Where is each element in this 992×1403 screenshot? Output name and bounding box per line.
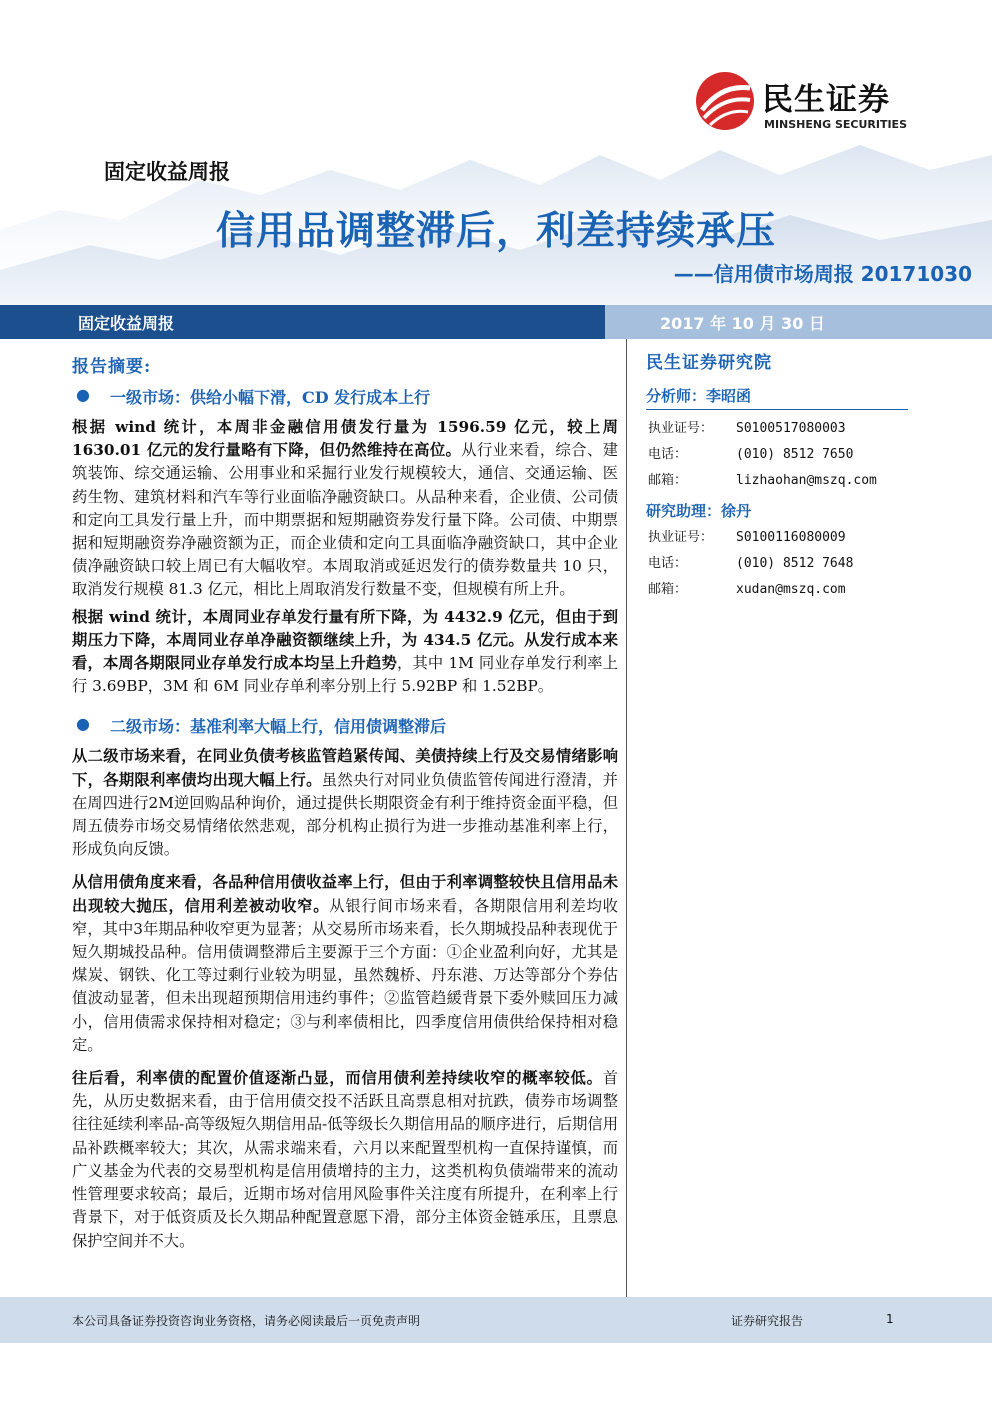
summary-title: 报告摘要: [72, 357, 152, 377]
footer-doc-type: 证券研究报告 [731, 1314, 804, 1328]
institute-name: 民生证券研究院 [646, 353, 772, 373]
section-heading-text: 一级市场：供给小幅下滑，CD 发行成本上行 [110, 388, 431, 407]
report-date: 2017 年 10 月 30 日 [660, 314, 825, 333]
logo-emblem-icon [694, 70, 756, 132]
info-key: 邮箱： [648, 473, 688, 488]
analyst-license-row [646, 416, 908, 442]
paragraph [72, 871, 618, 1057]
info-key: 电话： [648, 556, 688, 571]
header-band [0, 305, 992, 339]
analyst-heading: 分析师：李昭函 [646, 385, 908, 410]
info-key: 邮箱： [648, 582, 688, 597]
paragraph-bold: 根据 wind 统计，本周同业存单发行量有所下降，为 4432.9 亿元，但由于到期压力下降，本周同业存单净融资额继续上升，为 434.5 亿元。从发行成本来看，本周各期限同业存单发行成本均呈上升趋势 [72, 607, 618, 673]
bullet-icon: ● [76, 385, 90, 404]
assistant-email-row [646, 577, 908, 603]
page-number: 1 [886, 1312, 894, 1326]
info-key: 执业证号： [648, 421, 714, 436]
author-sidebar [646, 348, 908, 603]
paragraph [72, 1067, 618, 1253]
info-value: (010) 8512 7650 [736, 447, 854, 462]
paragraph-bold: 从信用债角度来看，各品种信用债收益率上行，但由于利率调整较快且信用品未出现较大抛压，信用利差被动收窄。 [72, 873, 618, 915]
analyst-email-link[interactable]: lizhaohan@mszq.com [736, 473, 877, 488]
analyst-phone-row [646, 442, 908, 468]
paragraph-text: 从行业来看，综合、建筑装饰、综交通运输、公用事业和采掘行业发行规模较大，通信、交通运输、医药生物、建筑材料和汽车等行业面临净融资缺口。从品种来看，企业债、公司债和定向工具发行量上升，而中期票据和短期融资券发行量下降。公司债、中期票据和短期融资券净融资额为正，而企业债和定向工具面临净融资缺口，其中企业债净融资缺口较上周已有大幅收窄。本周取消或延迟发行的债券数量共 10 只，取消发行规模 81.3 亿元，相比上周取消发行数量不变，但规模有所上升。 [72, 441, 618, 599]
page-subtitle: ——信用债市场周报 20171030 [673, 262, 972, 286]
footer-disclaimer: 本公司具备证券投资咨询业务资格，请务必阅读最后一页免责声明 [72, 1314, 421, 1328]
paragraph [72, 606, 618, 699]
logo-name-en: MINSHENG SECURITIES [764, 118, 907, 131]
section-heading-text: 二级市场：基准利率大幅上行，信用债调整滞后 [110, 717, 447, 737]
page-footer [0, 1297, 992, 1343]
paragraph [72, 745, 618, 861]
assistant-email-link[interactable]: xudan@mszq.com [736, 582, 846, 597]
paragraph-bold: 根据 wind 统计，本周非金融信用债发行量为 1596.59 亿元，较上周 1630.01 亿元的发行量略有下降，但仍然维持在高位。 [72, 418, 618, 460]
info-value: S0100116080009 [736, 530, 846, 545]
analyst-email-row [646, 468, 908, 494]
paragraph-text: 虽然央行对同业负债监管传闻进行澄清，并在周四进行2M逆回购品种询价，通过提供长期限资金有利于维持资金面平稳，但周五债券市场交易情绪依然悲观，部分机构止损行为进一步推动基准利率上行，形成负向反馈。 [72, 770, 618, 859]
info-value: (010) 8512 7648 [736, 556, 854, 571]
report-type: 固定收益周报 [104, 160, 230, 184]
paragraph-text: ，其中 1M 同业存单发行利率上行 3.69BP，3M 和 6M 同业存单利率分别上行 5.92BP 和 1.52BP。 [72, 654, 618, 696]
bullet-icon: ● [76, 714, 90, 734]
paragraph-bold: 从二级市场来看，在同业负债考核监管趋紧传闻、美债持续上行及交易情绪影响下，各期限利率债均出现大幅上行。 [72, 747, 618, 789]
assistant-license-row [646, 525, 908, 551]
paragraph-text: 首先，从历史数据来看，由于信用债交投不活跃且高票息相对抗跌，债券市场调整往往延续利率品-高等级短久期信用品-低等级长久期信用品的顺序进行，后期信用品补跌概率较大；其次，从需求端来看，六月以来配置型机构一直保持谨慎，而广义基金为代表的交易型机构是信用债增持的主力，这类机构负债端带来的流动性管理要求较高；最后，近期市场对信用风险事件关注度有所提升，在利率上行背景下，对于低资质及长久期品种配置意愿下滑，部分主体资金链承压，且票息保护空间并不大。 [72, 1069, 618, 1250]
paragraph-text: 从银行间市场来看，各期限信用利差均收窄，其中3年期品种收窄更为显著；从交易所市场来看，长久期城投品种表现优于短久期城投品种。信用债调整滞后主要源于三个方面：①企业盈利向好，尤其是煤炭、钢铁、化工等过剩行业较为明显，虽然魏桥、丹东港、万达等部分个券估值波动显著，但未出现超预期信用违约事件；②监管趋緩背景下委外赎回压力减小，信用债需求保持相对稳定；③与利率债相比，四季度信用债供给保持相对稳定。 [72, 896, 618, 1054]
info-value: S0100517080003 [736, 421, 846, 436]
company-logo [694, 70, 934, 140]
section-heading [72, 714, 618, 737]
page-title: 信用品调整滞后，利差持续承压 [215, 209, 776, 254]
info-key: 执业证号： [648, 530, 714, 545]
section-heading [72, 385, 618, 408]
paragraph-bold: 往后看，利率债的配置价值逐渐凸显，而信用债利差持续收窄的概率较低。 [72, 1069, 603, 1088]
band-report-type: 固定收益周报 [78, 314, 175, 333]
assistant-phone-row [646, 551, 908, 577]
paragraph [72, 416, 618, 602]
assistant-heading: 研究助理：徐丹 [646, 502, 752, 520]
info-key: 电话： [648, 447, 688, 462]
logo-name-cn: 民生证券 [762, 82, 890, 118]
summary-column [72, 352, 618, 1257]
column-divider [626, 339, 627, 1297]
